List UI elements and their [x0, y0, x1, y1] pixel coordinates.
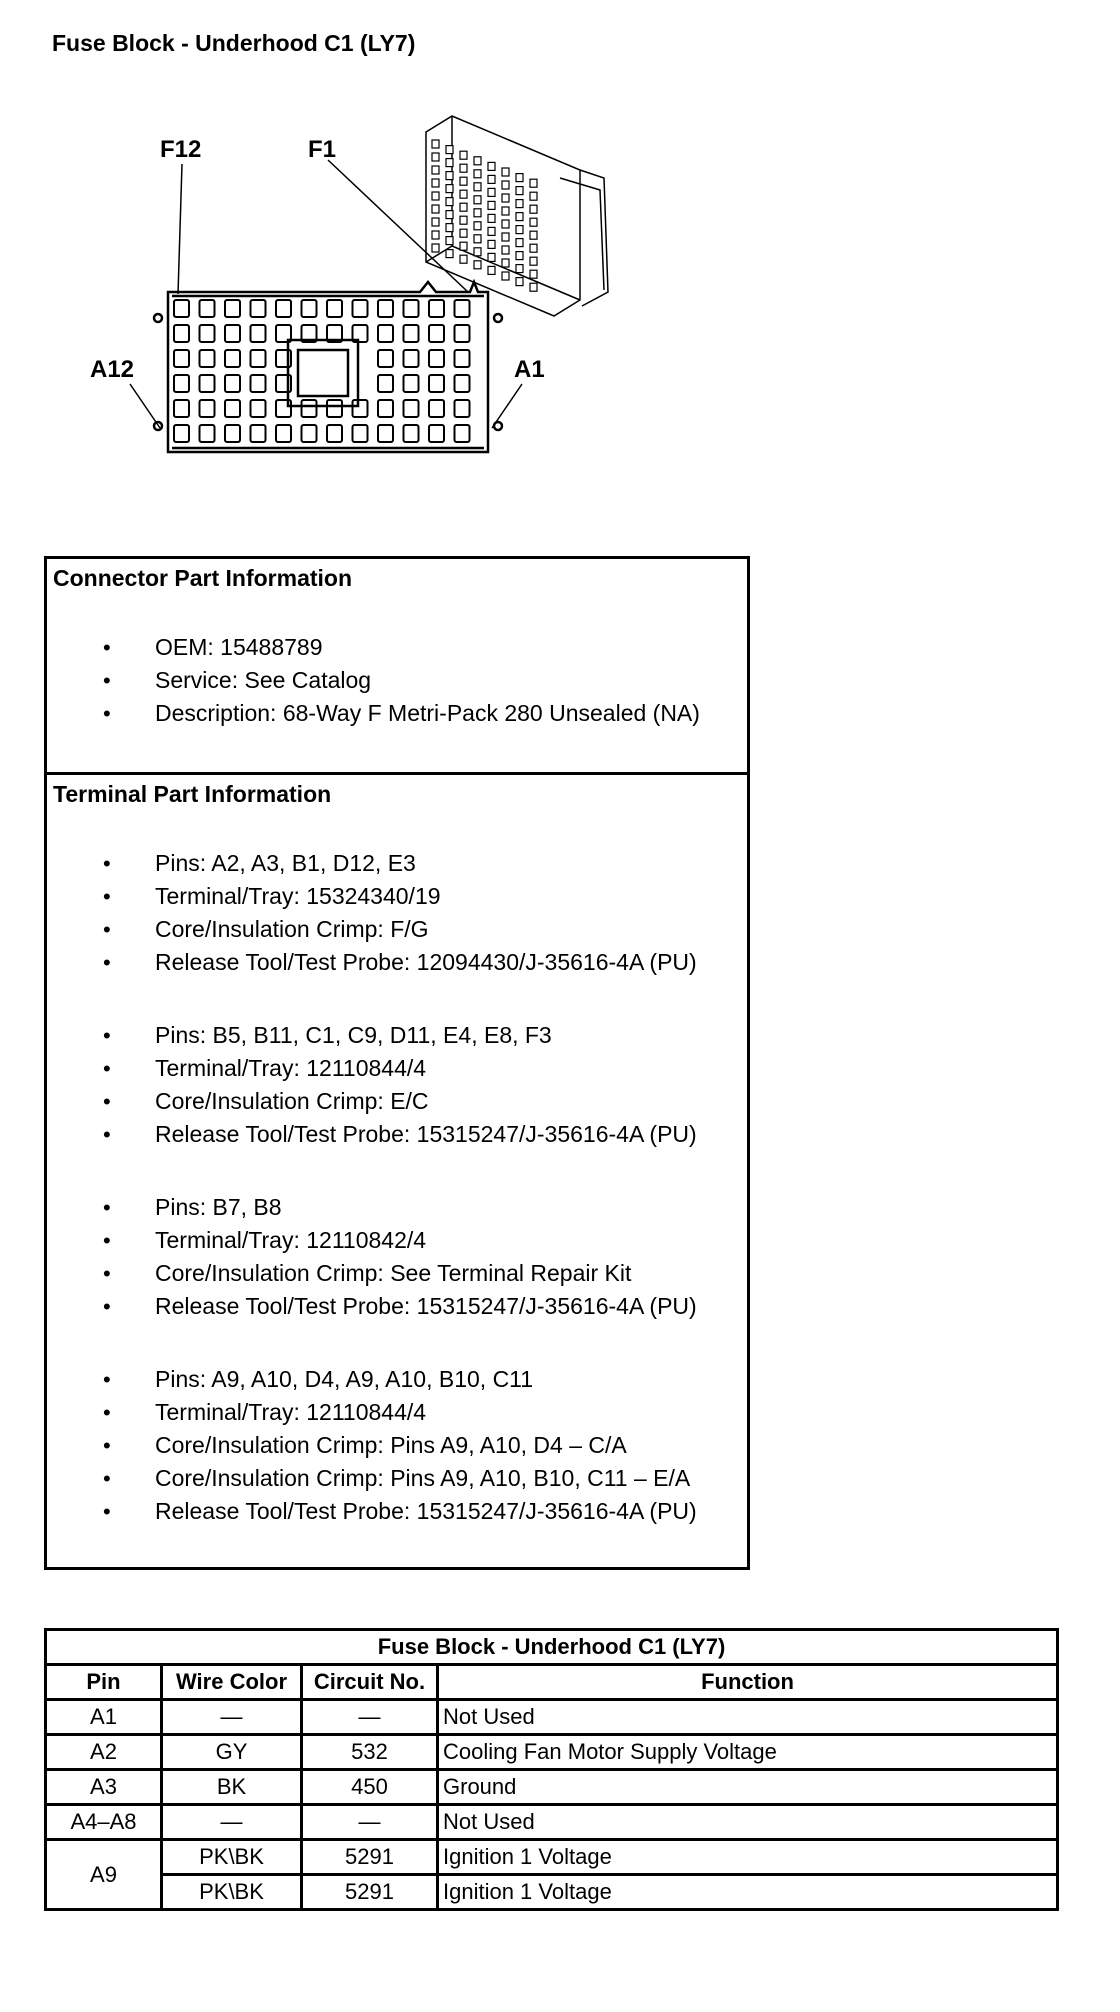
terminal-cavity: [225, 425, 240, 442]
cell-function: Cooling Fan Motor Supply Voltage: [438, 1735, 1058, 1770]
iso-terminal-cavity: [488, 201, 495, 209]
cell-wire: GY: [162, 1735, 302, 1770]
terminal-cavity: [276, 300, 291, 317]
cell-wire: PK\BK: [162, 1840, 302, 1875]
terminal-cavity: [404, 400, 419, 417]
list-item: • Terminal/Tray: 12110844/4: [47, 1052, 747, 1085]
iso-terminal-cavity: [502, 246, 509, 254]
cell-circuit: —: [302, 1805, 438, 1840]
terminal-cavity: [404, 300, 419, 317]
cell-function: Ignition 1 Voltage: [438, 1875, 1058, 1910]
terminal-cavity: [404, 350, 419, 367]
header-pin: Pin: [46, 1665, 162, 1700]
cell-circuit: 5291: [302, 1875, 438, 1910]
terminal-cavity: [225, 400, 240, 417]
table-header-row: [46, 1665, 1058, 1700]
terminal-cavity: [455, 350, 470, 367]
terminal-cavity: [251, 425, 266, 442]
iso-terminal-cavity: [488, 214, 495, 222]
terminal-cavity: [251, 300, 266, 317]
terminal-cavity: [404, 375, 419, 392]
iso-terminal-cavity: [432, 166, 439, 174]
cell-wire: —: [162, 1700, 302, 1735]
iso-terminal-cavity: [446, 224, 453, 232]
header-circuit-no: Circuit No.: [302, 1665, 438, 1700]
terminal-cavity: [200, 300, 215, 317]
table-row: [46, 1875, 1058, 1910]
list-item: • Core/Insulation Crimp: F/G: [47, 913, 747, 946]
cell-wire: BK: [162, 1770, 302, 1805]
terminal-cavity: [225, 325, 240, 342]
iso-terminal-cavity: [432, 192, 439, 200]
iso-terminal-cavity: [460, 255, 467, 263]
terminal-cavity: [174, 400, 189, 417]
iso-terminal-cavity: [474, 235, 481, 243]
iso-terminal-cavity: [460, 164, 467, 172]
iso-terminal-cavity: [460, 229, 467, 237]
list-item: • Terminal/Tray: 12110842/4: [47, 1224, 747, 1257]
terminal-cavity: [378, 325, 393, 342]
list-item: • Core/Insulation Crimp: Pins A9, A10, B10, C11 – E/A: [47, 1462, 747, 1495]
table-row: [46, 1770, 1058, 1805]
iso-terminal-cavity: [516, 278, 523, 286]
label-f1: F1: [308, 136, 337, 163]
terminal-cavity: [353, 400, 368, 417]
terminal-cavity: [302, 400, 317, 417]
terminal-cavity: [251, 375, 266, 392]
terminal-group-4: [47, 1363, 747, 1528]
iso-terminal-cavity: [446, 250, 453, 258]
terminal-cavity: [378, 375, 393, 392]
list-item: • Pins: B5, B11, C1, C9, D11, E4, E8, F3: [47, 1019, 747, 1052]
terminal-cavity: [455, 325, 470, 342]
terminal-cavity: [200, 350, 215, 367]
iso-terminal-cavity: [530, 257, 537, 265]
terminal-cavity: [378, 425, 393, 442]
cell-pin: A1: [46, 1700, 162, 1735]
iso-terminal-cavity: [488, 253, 495, 261]
list-item: • Core/Insulation Crimp: E/C: [47, 1085, 747, 1118]
list-item: • Service: See Catalog: [47, 664, 747, 697]
table-row: [46, 1840, 1058, 1875]
terminal-info-heading: Terminal Part Information: [53, 781, 332, 807]
cell-circuit: —: [302, 1700, 438, 1735]
terminal-cavity: [225, 375, 240, 392]
terminal-cavity: [429, 325, 444, 342]
terminal-group-3: [47, 1191, 747, 1323]
iso-terminal-cavity: [474, 196, 481, 204]
terminal-cavity: [429, 300, 444, 317]
connector-info-list: [47, 631, 747, 730]
iso-terminal-cavity: [530, 283, 537, 291]
terminal-group-1: [47, 847, 747, 979]
list-item: • Pins: A2, A3, B1, D12, E3: [47, 847, 747, 880]
terminal-cavity: [302, 300, 317, 317]
terminal-cavity: [327, 425, 342, 442]
terminal-cavity: [455, 300, 470, 317]
iso-terminal-cavity: [460, 216, 467, 224]
iso-terminal-cavity: [432, 244, 439, 252]
part-information-box: [44, 556, 750, 1570]
iso-terminal-cavity: [516, 226, 523, 234]
iso-terminal-cavity: [502, 194, 509, 202]
terminal-cavity: [251, 350, 266, 367]
iso-terminal-cavity: [516, 187, 523, 195]
terminal-cavity: [200, 375, 215, 392]
list-item: • Terminal/Tray: 15324340/19: [47, 880, 747, 913]
terminal-cavity: [353, 425, 368, 442]
terminal-cavity: [302, 425, 317, 442]
cell-function: Not Used: [438, 1700, 1058, 1735]
list-item: • Pins: B7, B8: [47, 1191, 747, 1224]
cell-pin: A2: [46, 1735, 162, 1770]
table-row: [46, 1735, 1058, 1770]
header-function: Function: [438, 1665, 1058, 1700]
iso-terminal-cavity: [502, 220, 509, 228]
cell-pin: A4–A8: [46, 1805, 162, 1840]
iso-terminal-cavity: [488, 240, 495, 248]
iso-terminal-cavity: [530, 179, 537, 187]
iso-terminal-cavity: [502, 207, 509, 215]
iso-terminal-cavity: [446, 146, 453, 154]
iso-terminal-cavity: [516, 239, 523, 247]
connector-face-drawing: [0, 0, 1120, 520]
terminal-cavity: [429, 425, 444, 442]
table-row: [46, 1700, 1058, 1735]
cell-pin: A9: [46, 1840, 162, 1910]
iso-terminal-cavity: [488, 175, 495, 183]
iso-terminal-cavity: [432, 153, 439, 161]
terminal-cavity: [455, 425, 470, 442]
page-title: Fuse Block - Underhood C1 (LY7): [52, 30, 416, 56]
iso-terminal-cavity: [460, 190, 467, 198]
terminal-cavity: [251, 325, 266, 342]
iso-terminal-cavity: [530, 231, 537, 239]
cell-function: Ignition 1 Voltage: [438, 1840, 1058, 1875]
terminal-cavity: [251, 400, 266, 417]
terminal-cavity: [174, 300, 189, 317]
iso-terminal-cavity: [488, 227, 495, 235]
iso-terminal-cavity: [516, 265, 523, 273]
iso-terminal-cavity: [460, 242, 467, 250]
cell-pin: A3: [46, 1770, 162, 1805]
iso-terminal-cavity: [502, 168, 509, 176]
label-a12: A12: [90, 356, 135, 383]
iso-terminal-cavity: [432, 231, 439, 239]
list-item: • OEM: 15488789: [47, 631, 747, 664]
header-wire-color: Wire Color: [162, 1665, 302, 1700]
table-caption: Fuse Block - Underhood C1 (LY7): [46, 1630, 1058, 1665]
terminal-cavity: [174, 375, 189, 392]
iso-terminal-cavity: [432, 179, 439, 187]
iso-terminal-cavity: [488, 188, 495, 196]
list-item: • Description: 68-Way F Metri-Pack 280 Unsealed (NA): [47, 697, 747, 730]
cell-wire: PK\BK: [162, 1875, 302, 1910]
iso-terminal-cavity: [530, 205, 537, 213]
connector-part-information: [47, 559, 747, 775]
terminal-cavity: [404, 425, 419, 442]
iso-terminal-cavity: [432, 140, 439, 148]
iso-terminal-cavity: [474, 261, 481, 269]
iso-terminal-cavity: [432, 218, 439, 226]
terminal-cavity: [378, 350, 393, 367]
terminal-cavity: [225, 350, 240, 367]
iso-terminal-cavity: [446, 211, 453, 219]
cell-wire: —: [162, 1805, 302, 1840]
iso-terminal-cavity: [530, 244, 537, 252]
iso-terminal-cavity: [460, 151, 467, 159]
iso-terminal-cavity: [530, 218, 537, 226]
connector-diagram: [0, 0, 1120, 525]
table-row: [46, 1805, 1058, 1840]
terminal-cavity: [327, 300, 342, 317]
iso-terminal-cavity: [488, 266, 495, 274]
iso-terminal-cavity: [474, 183, 481, 191]
label-f12: F12: [160, 136, 202, 163]
terminal-cavity: [378, 400, 393, 417]
iso-terminal-cavity: [488, 162, 495, 170]
iso-terminal-cavity: [446, 237, 453, 245]
terminal-cavity: [174, 325, 189, 342]
terminal-cavity: [200, 425, 215, 442]
iso-terminal-cavity: [516, 200, 523, 208]
terminal-cavity: [455, 400, 470, 417]
cell-circuit: 532: [302, 1735, 438, 1770]
iso-terminal-cavity: [460, 203, 467, 211]
iso-terminal-cavity: [474, 170, 481, 178]
cell-circuit: 5291: [302, 1840, 438, 1875]
terminal-cavity: [353, 300, 368, 317]
list-item: • Core/Insulation Crimp: See Terminal Repair Kit: [47, 1257, 747, 1290]
iso-terminal-cavity: [474, 222, 481, 230]
iso-terminal-cavity: [530, 270, 537, 278]
list-item: • Release Tool/Test Probe: 12094430/J-35616-4A (PU): [47, 946, 747, 979]
cell-function: Ground: [438, 1770, 1058, 1805]
iso-terminal-cavity: [446, 185, 453, 193]
list-item: • Pins: A9, A10, D4, A9, A10, B10, C11: [47, 1363, 747, 1396]
terminal-cavity: [225, 300, 240, 317]
cell-function: Not Used: [438, 1805, 1058, 1840]
terminal-cavity: [200, 400, 215, 417]
terminal-group-2: [47, 1019, 747, 1151]
terminal-cavity: [174, 350, 189, 367]
iso-terminal-cavity: [516, 252, 523, 260]
iso-terminal-cavity: [446, 159, 453, 167]
cell-circuit: 450: [302, 1770, 438, 1805]
label-a1: A1: [514, 356, 545, 383]
iso-terminal-cavity: [446, 198, 453, 206]
terminal-cavity: [174, 425, 189, 442]
iso-terminal-cavity: [502, 181, 509, 189]
terminal-cavity: [404, 325, 419, 342]
terminal-cavity: [378, 300, 393, 317]
terminal-cavity: [429, 350, 444, 367]
iso-terminal-cavity: [530, 192, 537, 200]
pinout-table: [44, 1628, 1059, 1911]
iso-terminal-cavity: [516, 213, 523, 221]
terminal-cavity: [276, 425, 291, 442]
iso-terminal-cavity: [502, 233, 509, 241]
iso-terminal-cavity: [516, 174, 523, 182]
terminal-cavity: [455, 375, 470, 392]
list-item: • Release Tool/Test Probe: 15315247/J-35616-4A (PU): [47, 1290, 747, 1323]
connector-info-heading: Connector Part Information: [53, 565, 353, 591]
terminal-cavity: [200, 325, 215, 342]
terminal-cavity: [429, 400, 444, 417]
iso-terminal-cavity: [502, 272, 509, 280]
terminal-part-information: [47, 775, 747, 1567]
iso-terminal-cavity: [460, 177, 467, 185]
list-item: • Release Tool/Test Probe: 15315247/J-35616-4A (PU): [47, 1118, 747, 1151]
iso-terminal-cavity: [474, 209, 481, 217]
iso-terminal-cavity: [474, 248, 481, 256]
list-item: • Core/Insulation Crimp: Pins A9, A10, D4 – C/A: [47, 1429, 747, 1462]
terminal-cavity: [327, 400, 342, 417]
list-item: • Terminal/Tray: 12110844/4: [47, 1396, 747, 1429]
iso-terminal-cavity: [432, 205, 439, 213]
iso-terminal-cavity: [502, 259, 509, 267]
list-item: • Release Tool/Test Probe: 15315247/J-35616-4A (PU): [47, 1495, 747, 1528]
iso-terminal-cavity: [474, 157, 481, 165]
terminal-cavity: [429, 375, 444, 392]
iso-terminal-cavity: [446, 172, 453, 180]
